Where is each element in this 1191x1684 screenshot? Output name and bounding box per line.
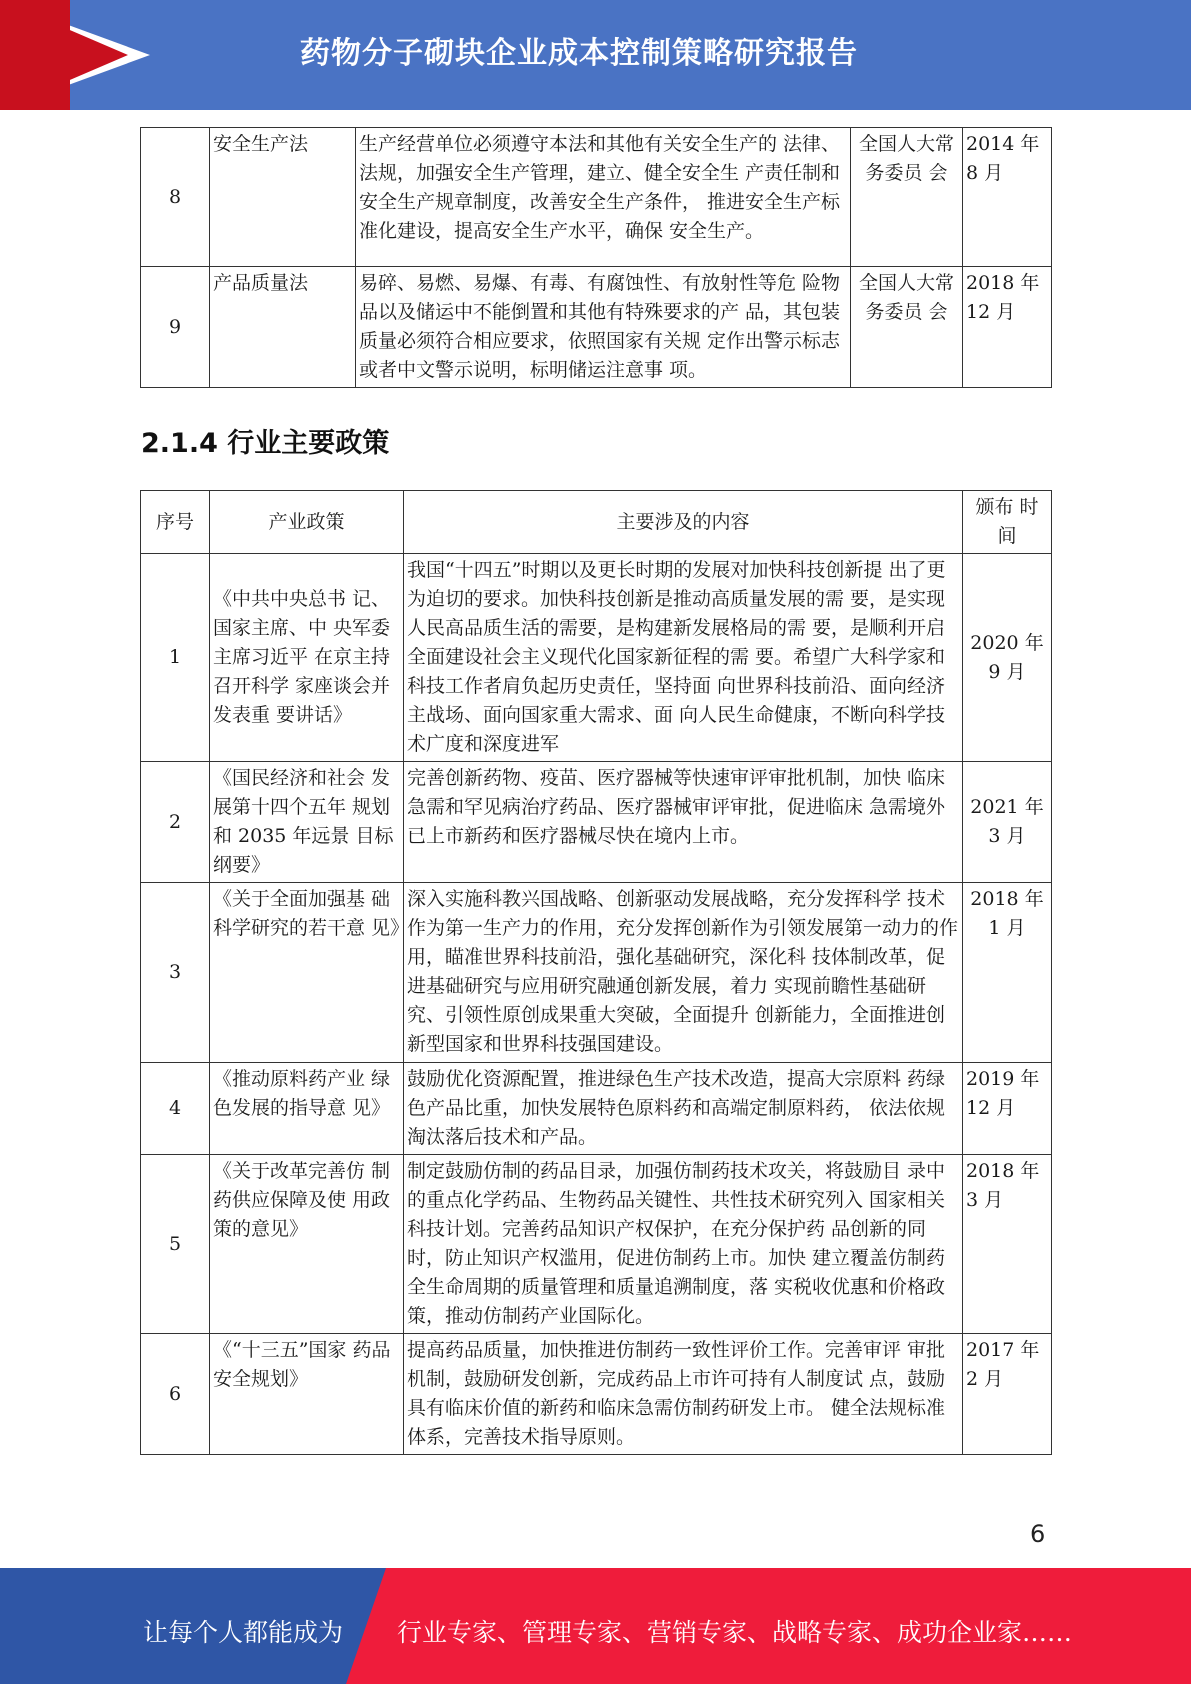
law-name: 产品质量法 [210, 267, 356, 388]
table-header-row [141, 491, 1052, 554]
policy-name: 《国民经济和社会 发展第十四个五年 规划和 2035 年远景 目标纲要》 [210, 762, 404, 883]
table-row [141, 554, 1052, 762]
row-number: 5 [141, 1155, 210, 1334]
page-header [0, 0, 1191, 110]
policy-date: 2019 年 12 月 [963, 1063, 1052, 1155]
law-issuer: 全国人大常务委员 会 [851, 128, 963, 267]
row-number: 2 [141, 762, 210, 883]
policy-date: 2018 年 1 月 [963, 883, 1052, 1063]
law-date: 2018 年 12 月 [963, 267, 1052, 388]
policy-name: 《推动原料药产业 绿色发展的指导意 见》 [210, 1063, 404, 1155]
policy-content: 完善创新药物、疫苗、医疗器械等快速审评审批机制，加快 临床急需和罕见病治疗药品、医疗器械审评审批，促进临床 急需境外已上市新药和医疗器械尽快在境内上市。 [404, 762, 963, 883]
policy-date: 2017 年 2 月 [963, 1334, 1052, 1455]
policy-content: 制定鼓励仿制的药品目录，加强仿制药技术攻关，将鼓励目 录中的重点化学药品、生物药品关键性、共性技术研究列入 国家相关科技计划。完善药品知识产权保护，在充分保护药 品创新的同时，防止知识产权滥用，促进仿制药上市。加快 建立覆盖仿制药全生命周期的质量管理和质量追溯制度，落 实税收优惠和价格政策，推动仿制药产业国际化。 [404, 1155, 963, 1334]
policy-content: 提高药品质量，加快推进仿制药一致性评价工作。完善审评 审批机制，鼓励研发创新，完成药品上市许可持有人制度试 点，鼓励具有临床价值的新药和临床急需仿制药研发上市。 健全法规标准体系，完善技术指导原则。 [404, 1334, 963, 1455]
row-number: 3 [141, 883, 210, 1063]
law-content: 生产经营单位必须遵守本法和其他有关安全生产的 法律、法规，加强安全生产管理，建立、健全安全生 产责任制和安全生产规章制度，改善安全生产条件， 推进安全生产标准化建设，提高安全生产水平，确保 安全生产。 [356, 128, 851, 267]
policy-date: 2018 年 3 月 [963, 1155, 1052, 1334]
header-content: 主要涉及的内容 [404, 491, 963, 554]
policy-name: 《关于全面加强基 础科学研究的若干意 见》 [210, 883, 404, 1063]
header-date: 颁布 时间 [963, 491, 1052, 554]
header-policy: 产业政策 [210, 491, 404, 554]
table-row [141, 1063, 1052, 1155]
report-title: 药物分子砌块企业成本控制策略研究报告 [300, 36, 858, 71]
policy-content: 深入实施科教兴国战略、创新驱动发展战略，充分发挥科学 技术作为第一生产力的作用，充分发挥创新作为引领发展第一动力的作用，瞄准世界科技前沿，强化基础研究，深化科 技体制改革，促进基础研究与应用研究融通创新发展，着力 实现前瞻性基础研究、引领性原创成果重大突破，全面提升 创新能力，全面推进创新型国家和世界科技强国建设。 [404, 883, 963, 1063]
row-number: 4 [141, 1063, 210, 1155]
footer-slogan-left: 让每个人都能成为 [143, 1618, 344, 1647]
policy-name: 《“十三五”国家 药品安全规划》 [210, 1334, 404, 1455]
footer-slogan-right: 行业专家、管理专家、营销专家、战略专家、成功企业家…… [397, 1618, 1073, 1647]
law-issuer: 全国人大常务委员 会 [851, 267, 963, 388]
policies-table [140, 490, 1052, 1455]
law-name: 安全生产法 [210, 128, 356, 267]
table-row [141, 267, 1052, 388]
section-heading: 2.1.4 行业主要政策 [141, 428, 390, 459]
policy-name: 《关于改革完善仿 制药供应保障及使 用政策的意见》 [210, 1155, 404, 1334]
page-footer [0, 1568, 1191, 1684]
policy-date: 2020 年 9 月 [963, 554, 1052, 762]
table-row [141, 883, 1052, 1063]
header-red-block [0, 0, 70, 110]
table-row [141, 1155, 1052, 1334]
table-row [141, 1334, 1052, 1455]
table-row [141, 128, 1052, 267]
table-row [141, 762, 1052, 883]
law-content: 易碎、易燃、易爆、有毒、有腐蚀性、有放射性等危 险物品以及储运中不能倒置和其他有特殊要求的产 品，其包装质量必须符合相应要求，依照国家有关规 定作出警示标志或者中文警示说明，标明储运注意事 项。 [356, 267, 851, 388]
policy-date: 2021 年 3 月 [963, 762, 1052, 883]
policy-content: 我国“十四五”时期以及更长时期的发展对加快科技创新提 出了更为迫切的要求。加快科技创新是推动高质量发展的需 要，是实现人民高品质生活的需要，是构建新发展格局的需 要，是顺利开启全面建设社会主义现代化国家新征程的需 要。希望广大科学家和科技工作者肩负起历史责任，坚持面 向世界科技前沿、面向经济主战场、面向国家重大需求、面 向人民生命健康，不断向科学技术广度和深度进军 [404, 554, 963, 762]
row-number: 6 [141, 1334, 210, 1455]
policy-content: 鼓励优化资源配置，推进绿色生产技术改造，提高大宗原料 药绿色产品比重，加快发展特色原料药和高端定制原料药， 依法依规淘汰落后技术和产品。 [404, 1063, 963, 1155]
row-number: 1 [141, 554, 210, 762]
policy-name: 《中共中央总书 记、国家主席、中 央军委主席习近平 在京主持召开科学 家座谈会并发表重 要讲话》 [210, 554, 404, 762]
footer-slant-decoration [346, 1568, 386, 1684]
row-number: 9 [141, 267, 210, 388]
page-number: 6 [1030, 1520, 1046, 1548]
header-num: 序号 [141, 491, 210, 554]
row-number: 8 [141, 128, 210, 267]
law-date: 2014 年 8 月 [963, 128, 1052, 267]
laws-table [140, 127, 1052, 388]
